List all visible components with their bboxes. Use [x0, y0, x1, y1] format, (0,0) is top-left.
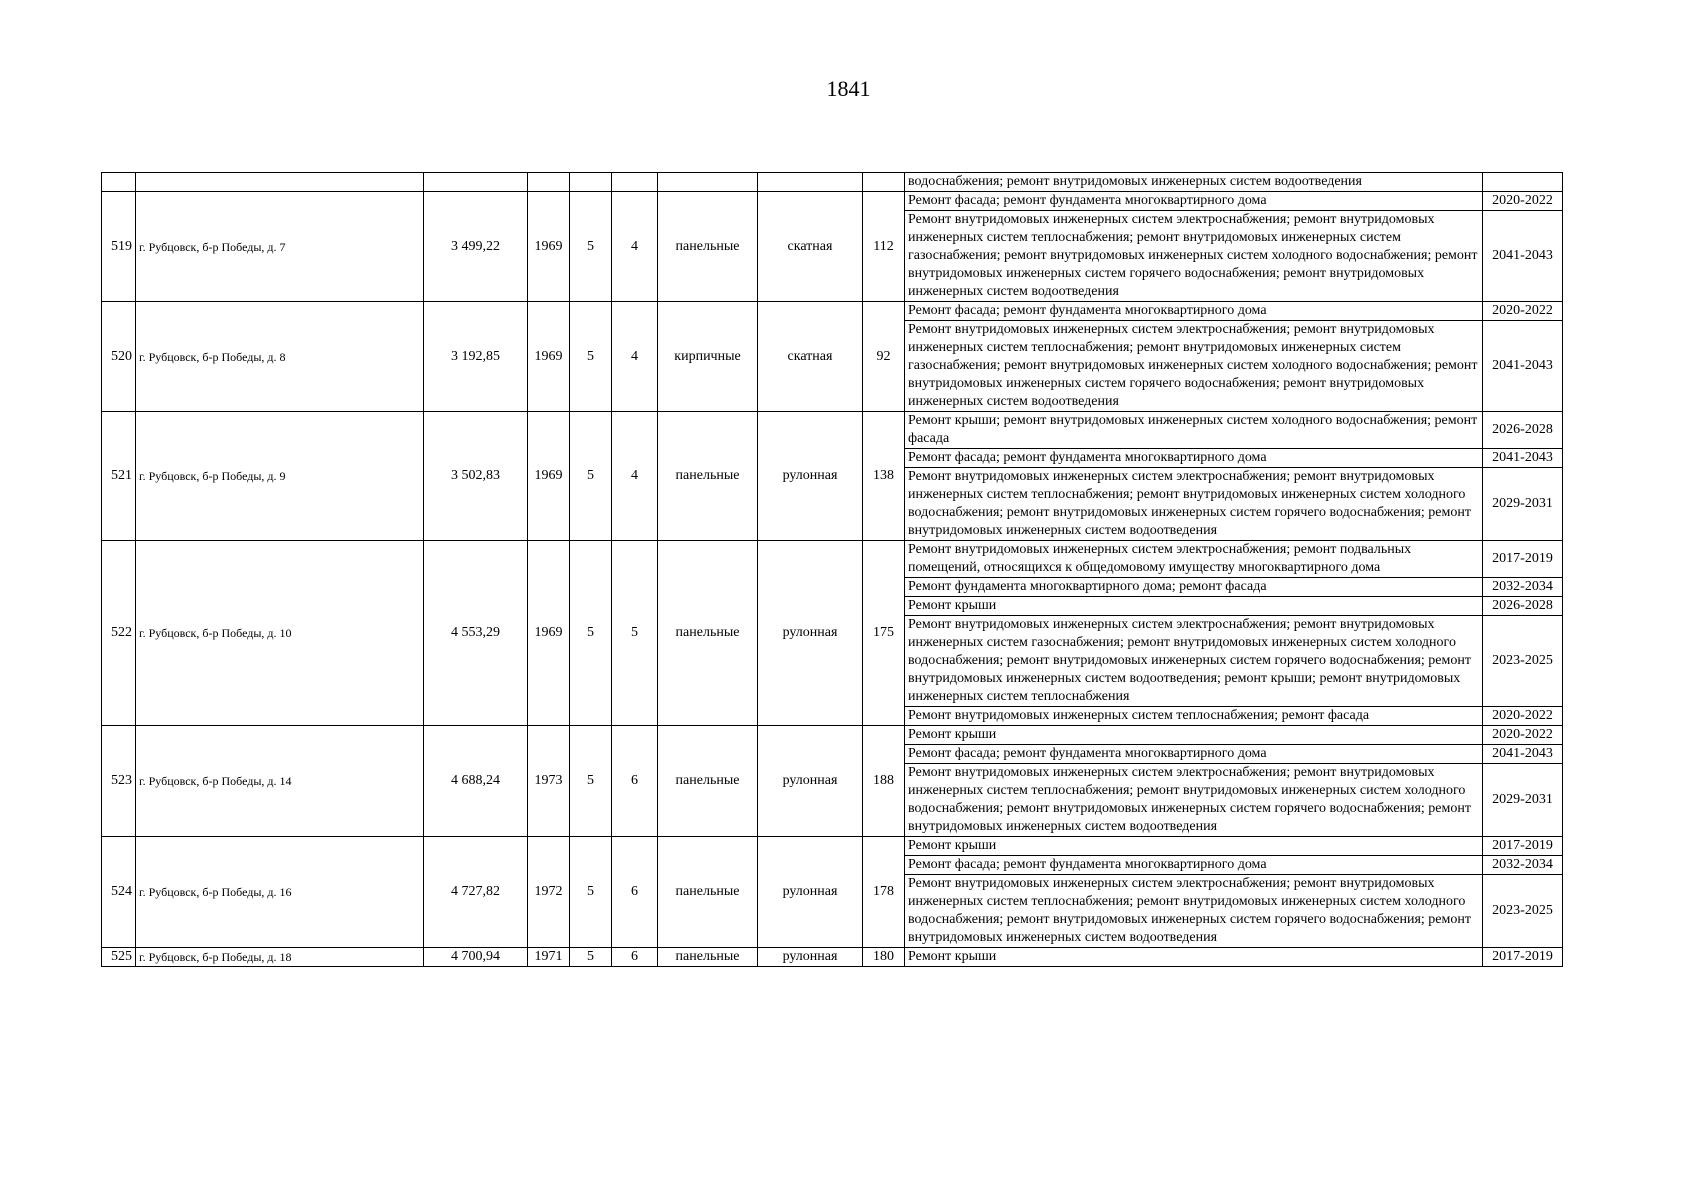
cell-work: Ремонт внутридомовых инженерных систем электроснабжения; ремонт внутридомовых инженерных систем теплоснабжения; ремонт внутридомовых инженерных систем холодного водоснабжения; ремонт внутридомовых инженерных систем горячего водоснабжения; ремонт внутридомовых инженерных систем водоотведения [905, 875, 1483, 948]
cell-roof: рулонная [758, 948, 863, 967]
table-row [102, 412, 1563, 449]
cell-residents [863, 173, 905, 192]
cell-address: г. Рубцовск, б-р Победы, д. 18 [136, 948, 424, 967]
cell-walls: панельные [658, 412, 758, 541]
cell-work: Ремонт фасада; ремонт фундамента многоквартирного дома [905, 856, 1483, 875]
table-row [102, 541, 1563, 578]
cell-area: 4 553,29 [424, 541, 528, 726]
cell-roof: скатная [758, 302, 863, 412]
cell-roof: рулонная [758, 541, 863, 726]
cell-entrances: 6 [612, 948, 658, 967]
cell-period: 2023-2025 [1483, 616, 1563, 707]
cell-walls: панельные [658, 948, 758, 967]
cell-area: 4 727,82 [424, 837, 528, 948]
cell-area: 4 688,24 [424, 726, 528, 837]
cell-num: 525 [102, 948, 136, 967]
cell-floors: 5 [570, 412, 612, 541]
cell-residents: 92 [863, 302, 905, 412]
cell-area: 3 499,22 [424, 192, 528, 302]
cell-period: 2017-2019 [1483, 541, 1563, 578]
cell-entrances: 4 [612, 192, 658, 302]
cell-floors: 5 [570, 948, 612, 967]
cell-year [528, 173, 570, 192]
cell-num: 520 [102, 302, 136, 412]
cell-entrances: 5 [612, 541, 658, 726]
table-row [102, 948, 1563, 967]
cell-work: Ремонт крыши [905, 597, 1483, 616]
cell-year: 1969 [528, 192, 570, 302]
cell-entrances [612, 173, 658, 192]
cell-period: 2041-2043 [1483, 745, 1563, 764]
cell-year: 1969 [528, 412, 570, 541]
cell-address: г. Рубцовск, б-р Победы, д. 14 [136, 726, 424, 837]
cell-year: 1969 [528, 302, 570, 412]
table-row [102, 192, 1563, 211]
cell-period: 2017-2019 [1483, 837, 1563, 856]
cell-work: Ремонт внутридомовых инженерных систем электроснабжения; ремонт подвальных помещений, относящихся к общедомовому имуществу многоквартирного дома [905, 541, 1483, 578]
cell-entrances: 6 [612, 837, 658, 948]
cell-period: 2041-2043 [1483, 449, 1563, 468]
cell-roof [758, 173, 863, 192]
cell-period: 2041-2043 [1483, 211, 1563, 302]
cell-work: водоснабжения; ремонт внутридомовых инженерных систем водоотведения [905, 173, 1483, 192]
table-row [102, 726, 1563, 745]
cell-year: 1969 [528, 541, 570, 726]
cell-area [424, 173, 528, 192]
cell-residents: 112 [863, 192, 905, 302]
capital-repair-table [101, 172, 1563, 967]
cell-period: 2032-2034 [1483, 578, 1563, 597]
cell-area: 3 192,85 [424, 302, 528, 412]
cell-work: Ремонт крыши [905, 837, 1483, 856]
cell-period: 2023-2025 [1483, 875, 1563, 948]
cell-year: 1971 [528, 948, 570, 967]
cell-roof: рулонная [758, 837, 863, 948]
cell-work: Ремонт крыши [905, 726, 1483, 745]
cell-residents: 138 [863, 412, 905, 541]
cell-year: 1972 [528, 837, 570, 948]
cell-period [1483, 173, 1563, 192]
cell-roof: скатная [758, 192, 863, 302]
cell-residents: 175 [863, 541, 905, 726]
cell-work: Ремонт фасада; ремонт фундамента многоквартирного дома [905, 192, 1483, 211]
cell-period: 2029-2031 [1483, 468, 1563, 541]
cell-walls: панельные [658, 726, 758, 837]
cell-work: Ремонт внутридомовых инженерных систем электроснабжения; ремонт внутридомовых инженерных систем газоснабжения; ремонт внутридомовых инженерных систем холодного водоснабжения; ремонт внутридомовых инженерных систем горячего водоснабжения; ремонт внутридомовых инженерных систем водоотведения; ремонт крыши; ремонт внутридомовых инженерных систем теплоснабжения [905, 616, 1483, 707]
cell-roof: рулонная [758, 412, 863, 541]
cell-work: Ремонт внутридомовых инженерных систем электроснабжения; ремонт внутридомовых инженерных систем теплоснабжения; ремонт внутридомовых инженерных систем газоснабжения; ремонт внутридомовых инженерных систем холодного водоснабжения; ремонт внутридомовых инженерных систем горячего водоснабжения; ремонт внутридомовых инженерных систем водоотведения [905, 321, 1483, 412]
cell-work: Ремонт крыши; ремонт внутридомовых инженерных систем холодного водоснабжения; ремонт фасада [905, 412, 1483, 449]
table-row [102, 837, 1563, 856]
cell-num: 523 [102, 726, 136, 837]
cell-address: г. Рубцовск, б-р Победы, д. 16 [136, 837, 424, 948]
cell-period: 2026-2028 [1483, 412, 1563, 449]
cell-work: Ремонт внутридомовых инженерных систем электроснабжения; ремонт внутридомовых инженерных систем теплоснабжения; ремонт внутридомовых инженерных систем газоснабжения; ремонт внутридомовых инженерных систем холодного водоснабжения; ремонт внутридомовых инженерных систем горячего водоснабжения; ремонт внутридомовых инженерных систем водоотведения [905, 211, 1483, 302]
continuation-row [102, 173, 1563, 192]
cell-period: 2041-2043 [1483, 321, 1563, 412]
cell-num: 522 [102, 541, 136, 726]
cell-address [136, 173, 424, 192]
cell-period: 2020-2022 [1483, 302, 1563, 321]
cell-walls: кирпичные [658, 302, 758, 412]
cell-num [102, 173, 136, 192]
cell-floors: 5 [570, 192, 612, 302]
cell-walls: панельные [658, 837, 758, 948]
cell-num: 524 [102, 837, 136, 948]
cell-period: 2029-2031 [1483, 764, 1563, 837]
cell-floors: 5 [570, 726, 612, 837]
cell-period: 2026-2028 [1483, 597, 1563, 616]
cell-work: Ремонт внутридомовых инженерных систем электроснабжения; ремонт внутридомовых инженерных систем теплоснабжения; ремонт внутридомовых инженерных систем холодного водоснабжения; ремонт внутридомовых инженерных систем горячего водоснабжения; ремонт внутридомовых инженерных систем водоотведения [905, 764, 1483, 837]
cell-address: г. Рубцовск, б-р Победы, д. 8 [136, 302, 424, 412]
cell-address: г. Рубцовск, б-р Победы, д. 7 [136, 192, 424, 302]
cell-residents: 188 [863, 726, 905, 837]
cell-entrances: 4 [612, 412, 658, 541]
cell-address: г. Рубцовск, б-р Победы, д. 10 [136, 541, 424, 726]
cell-num: 519 [102, 192, 136, 302]
cell-entrances: 4 [612, 302, 658, 412]
cell-walls [658, 173, 758, 192]
cell-walls: панельные [658, 541, 758, 726]
cell-period: 2017-2019 [1483, 948, 1563, 967]
cell-area: 3 502,83 [424, 412, 528, 541]
cell-work: Ремонт крыши [905, 948, 1483, 967]
cell-residents: 178 [863, 837, 905, 948]
cell-area: 4 700,94 [424, 948, 528, 967]
cell-year: 1973 [528, 726, 570, 837]
cell-work: Ремонт фасада; ремонт фундамента многоквартирного дома [905, 449, 1483, 468]
cell-work: Ремонт внутридомовых инженерных систем электроснабжения; ремонт внутридомовых инженерных систем теплоснабжения; ремонт внутридомовых инженерных систем холодного водоснабжения; ремонт внутридомовых инженерных систем горячего водоснабжения; ремонт внутридомовых инженерных систем водоотведения [905, 468, 1483, 541]
cell-floors: 5 [570, 541, 612, 726]
cell-roof: рулонная [758, 726, 863, 837]
cell-entrances: 6 [612, 726, 658, 837]
table-row [102, 302, 1563, 321]
cell-address: г. Рубцовск, б-р Победы, д. 9 [136, 412, 424, 541]
cell-walls: панельные [658, 192, 758, 302]
cell-floors: 5 [570, 837, 612, 948]
cell-work: Ремонт фасада; ремонт фундамента многоквартирного дома [905, 745, 1483, 764]
cell-residents: 180 [863, 948, 905, 967]
cell-period: 2020-2022 [1483, 192, 1563, 211]
cell-floors: 5 [570, 302, 612, 412]
cell-num: 521 [102, 412, 136, 541]
cell-floors [570, 173, 612, 192]
cell-work: Ремонт внутридомовых инженерных систем теплоснабжения; ремонт фасада [905, 707, 1483, 726]
cell-period: 2020-2022 [1483, 707, 1563, 726]
page-number: 1841 [826, 76, 871, 101]
cell-work: Ремонт фундамента многоквартирного дома; ремонт фасада [905, 578, 1483, 597]
cell-period: 2020-2022 [1483, 726, 1563, 745]
cell-period: 2032-2034 [1483, 856, 1563, 875]
cell-work: Ремонт фасада; ремонт фундамента многоквартирного дома [905, 302, 1483, 321]
